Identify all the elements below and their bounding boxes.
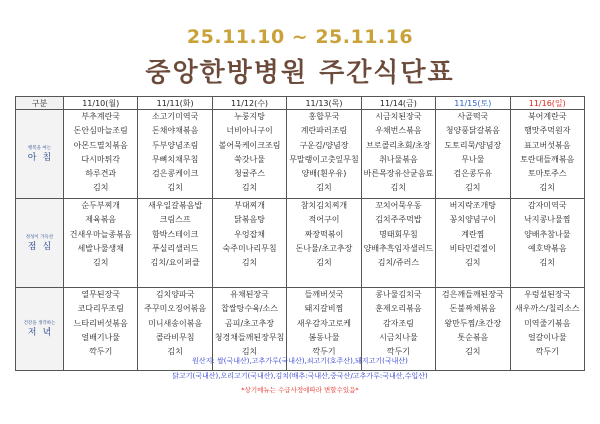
menu-item: 다시마튀각 (81, 154, 121, 164)
table-header-row (16, 97, 585, 110)
menu-item: 예호박볶음 (527, 243, 567, 253)
menu-item: 토마토주스 (527, 169, 567, 179)
menu-item: 김치 (241, 258, 258, 268)
menu-item: 김치 (316, 183, 332, 193)
menu-item: 김치 (465, 347, 481, 357)
menu-item: 미니새송이볶음 (148, 318, 203, 328)
meal-name: 점심 (27, 241, 58, 252)
menu-item: 시금치나물 (379, 332, 418, 342)
menu-item: 김치/쥬러스 (377, 258, 420, 268)
menu-item: 찹쌀탕수육/소스 (221, 304, 278, 314)
meal-name: 저녁 (27, 327, 58, 338)
menu-item: 열무된장국 (81, 290, 121, 299)
menu-item: 청경채들깨된장무침 (214, 332, 285, 342)
menu-item: 김치 (167, 183, 183, 193)
menu-item: 김치양파국 (155, 290, 195, 299)
meal-subtitle: 정성이 가득찬 (25, 234, 54, 240)
menu-item: 양배추참나물 (524, 229, 571, 239)
menu-item: 취나물볶음 (379, 154, 418, 164)
day-header-thu: 11/13(목) (287, 97, 361, 110)
menu-item: 톳순볶음 (457, 332, 489, 342)
menu-item: 느타리버섯볶음 (73, 318, 128, 328)
menu-item: 김치 (92, 183, 109, 193)
menu-item: 김치 (92, 258, 109, 268)
day-header-sat: 11/15(토) (436, 97, 510, 110)
menu-item: 너비아니구이 (226, 126, 273, 136)
menu-item: 무뼈치채무침 (151, 154, 199, 164)
menu-item: 푸실리샐러드 (151, 243, 199, 253)
menu-item: 부추계란국 (81, 112, 121, 121)
menu-item: 버지락조개탕 (449, 201, 496, 210)
meal-row-breakfast (16, 110, 585, 199)
menu-item: 얼갈이나물 (527, 332, 567, 342)
menu-item: 청귤주스 (234, 169, 266, 179)
menu-cell (64, 110, 138, 199)
menu-item: 김치 (241, 347, 258, 357)
day-header-mon: 11/10(월) (64, 97, 138, 110)
menu-item: 표고버섯볶음 (524, 140, 571, 150)
menu-item: 닭볶음탕 (234, 215, 266, 225)
menu-item: 브로콜리초회/초장 (366, 140, 431, 150)
menu-item: 참치김치찌개 (300, 201, 348, 210)
menu-item: 계란파러조림 (300, 126, 348, 136)
menu-item: 세발나물생채 (77, 243, 124, 253)
menu-item: 깍두기 (89, 347, 113, 357)
menu-item: 낙지콩나물찜 (524, 215, 571, 225)
menu-item: 아몬드멸치볶음 (73, 140, 128, 150)
menu-item: 김치 (316, 258, 332, 268)
menu-item: 김치 (539, 183, 555, 193)
menu-item: 꼬치어묵우동 (375, 201, 422, 210)
date-range: 25.11.10 ~ 25.11.16 (186, 26, 414, 48)
menu-item: 새우까스/칠리소스 (515, 304, 580, 314)
day-header-tue: 11/11(화) (138, 97, 212, 110)
menu-cell (510, 110, 584, 199)
meal-subtitle: 행복을 여는 (27, 145, 52, 151)
menu-item: 김치 (241, 183, 258, 193)
menu-item: 명태회무침 (379, 229, 418, 239)
corner-header: 구분 (16, 97, 64, 110)
menu-item: 부대찌개 (234, 201, 266, 210)
menu-cell (361, 199, 435, 288)
menu-cell (510, 199, 584, 288)
menu-item: 주꾸미오징어볶음 (144, 304, 207, 314)
menu-cell (436, 110, 510, 199)
menu-item: 숙주미나리무침 (222, 243, 277, 253)
menu-cell (287, 110, 361, 199)
menu-cell (212, 110, 286, 199)
menu-item: 감자미역국 (527, 201, 567, 210)
menu-item: 청양풍닭갈볶음 (445, 126, 500, 136)
menu-item: 훈제오리볶음 (375, 304, 422, 314)
menu-item: 제육볶음 (85, 215, 117, 225)
menu-item: 돈나물/초고추장 (295, 243, 353, 253)
menu-item: 김치 (539, 258, 555, 268)
menu-item: 두부양념조림 (151, 140, 199, 150)
menu-item: 우채번스볶음 (375, 126, 422, 136)
menu-cell (436, 199, 510, 288)
menu-item: 김치/요이퍼클 (150, 258, 200, 268)
menu-item: 비타민겉절이 (449, 243, 496, 253)
menu-item: 순두부찌개 (81, 201, 121, 210)
menu-item: 김치 (167, 347, 183, 357)
menu-item: 적어구이 (308, 215, 340, 225)
menu-item: 돈안심마늘조림 (73, 126, 128, 136)
menu-item: 곰피/초고추장 (225, 318, 275, 328)
day-header-wed: 11/12(수) (212, 97, 286, 110)
menu-item: 돈불짜체볶음 (449, 304, 496, 314)
menu-item: 새우일갈볶음밥 (148, 201, 203, 210)
menu-item: 도토리묵/양념장 (444, 140, 502, 150)
menu-item: 볼어묵케이크조림 (218, 140, 281, 150)
menu-item: 왕만두찜/초간장 (444, 318, 502, 328)
menu-cell (287, 199, 361, 288)
menu-cell (361, 110, 435, 199)
menu-item: 깍두기 (535, 347, 559, 357)
menu-item: 우렁설된장국 (524, 290, 571, 299)
menu-item: 소고기미역국 (151, 112, 199, 121)
meal-subtitle: 건강을 생각하는 (23, 320, 56, 326)
menu-item: 시금치된장국 (375, 112, 422, 121)
menu-cell (138, 110, 212, 199)
menu-item: 하루견과 (85, 169, 117, 179)
menu-item: 김치주주먹밥 (375, 215, 422, 225)
menu-cell (212, 199, 286, 288)
menu-item: 새우감자고로케 (296, 318, 352, 328)
meal-name: 아침 (27, 152, 58, 163)
menu-item: 사골떡국 (457, 112, 489, 121)
menu-item: 홍합무국 (308, 112, 340, 121)
menu-change-note: *상기메뉴는 수급사정에따라 변할수있음* (241, 386, 359, 394)
menu-item: 김치 (390, 183, 407, 193)
weekly-menu-table (15, 96, 585, 371)
menu-item: 콜라비무침 (155, 332, 195, 342)
menu-item: 양배(흰우유) (301, 169, 347, 179)
menu-item: 무나물 (461, 154, 485, 164)
menu-item: 검은콩케이크 (151, 169, 199, 179)
menu-cell (138, 199, 212, 288)
day-header-sun: 11/16(일) (510, 97, 584, 110)
menu-item: 유채된장국 (230, 290, 269, 299)
menu-item: 토란대들깨볶음 (520, 154, 575, 164)
menu-item: 햄맛주먹원자 (524, 126, 571, 136)
menu-item: 꽁치양념구이 (449, 215, 496, 225)
menu-item: 구운김/양념장 (299, 140, 349, 150)
menu-item: 감자조림 (382, 318, 414, 328)
menu-item: 계란찜 (461, 229, 485, 239)
meal-row-lunch (16, 199, 585, 288)
menu-item: 김치 (465, 258, 481, 268)
menu-cell (64, 199, 138, 288)
meal-label-lunch (16, 199, 64, 288)
menu-item: 무말랭이고춧잎무침 (289, 154, 359, 164)
meal-label-breakfast (16, 110, 64, 199)
menu-item: 양배추흑임자샐러드 (363, 243, 434, 253)
menu-item: 북어계란국 (527, 112, 567, 121)
menu-item: 얼배기나물 (81, 332, 121, 342)
menu-item: 크림스프 (159, 215, 191, 225)
day-header-fri: 11/14(금) (361, 97, 435, 110)
menu-item: 들깨버섯국 (304, 290, 344, 299)
menu-item: 누룽지탕 (234, 112, 266, 121)
menu-item: 검은콩두유 (453, 169, 493, 179)
menu-item: 깍두기 (312, 347, 336, 357)
menu-item: 쑥갓나물 (234, 154, 266, 164)
menu-item: 함박스테이크 (151, 229, 199, 239)
menu-item: 건새우마늘종볶음 (69, 229, 132, 239)
menu-item: 코다리무조림 (77, 304, 124, 314)
menu-item: 바른목장유산균음료 (363, 169, 434, 179)
origin-line-2: 닭고기(국내산),오리고기(국내산),김치(배추:국내산,중국산/고추가루:국내산,수입산) (172, 372, 428, 380)
menu-item: 깍두기 (386, 347, 410, 357)
menu-item: 우엉잡채 (234, 229, 266, 239)
menu-item: 돼지갈비찜 (304, 304, 344, 314)
menu-item: 콩나물김치국 (375, 290, 422, 299)
page-title: 중앙한방병원 주간식단표 (145, 58, 455, 88)
menu-item: 검은깨들깨된장국 (441, 290, 504, 299)
menu-item: 봄동나물 (308, 332, 340, 342)
menu-item: 짜장떡볶이 (304, 229, 344, 239)
menu-item: 돈채야채볶음 (151, 126, 199, 136)
menu-item: 미역줄기볶음 (524, 318, 571, 328)
menu-item: 김치 (465, 183, 481, 193)
origin-line-1: 원산지: 쌀(국내산),고추가루(국내산),쇠고기(호주산),돼지고기(국내산) (192, 357, 408, 365)
